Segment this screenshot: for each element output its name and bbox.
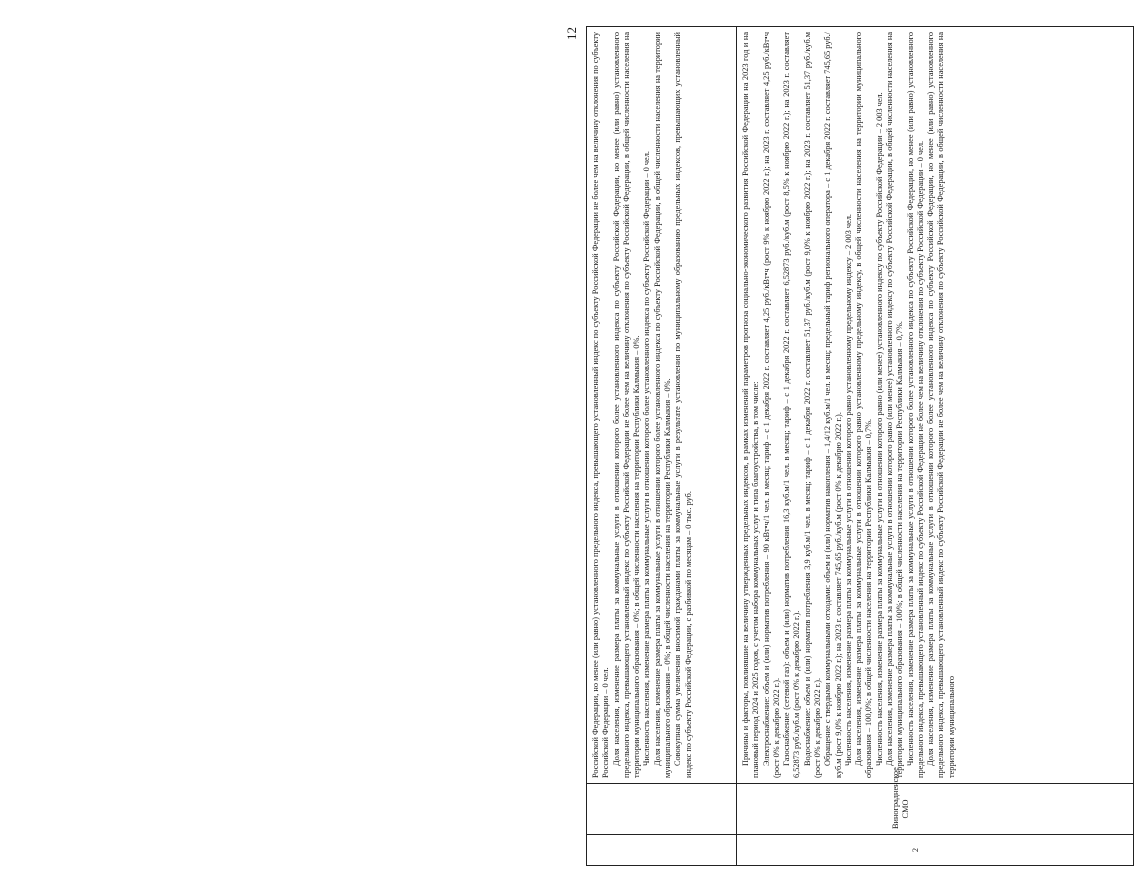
paragraph: Доля населения, изменение размера платы за коммунальные услуги в отношении которого более установленного индекса по субъекту Российской Федерации, но менее (или равно) установленного предельного индекса, превышающего установленный индекс по субъекту Российской Федерации не более чем на величину отклонения по субъекту Российской Федерации, в общей численности населения на территории муниципального	[926, 32, 956, 778]
table-row	[737, 27, 1134, 866]
paragraph: Доля населения, изменение размера платы за коммунальные услуги в отношении которого равно (или менее) установленного индексу по субъекту Российской Федерации, в общей численности населения на территории муниципального образования – 100%; в общей численности населения на территории Республики Калмыкия – 0,7%.	[884, 32, 905, 778]
row-number-cell	[737, 835, 1134, 866]
indices-table	[586, 26, 1134, 866]
description-cell	[737, 27, 1134, 784]
table-row	[587, 27, 737, 866]
paragraph: Численность населения, изменение размера платы за коммунальные услуги в отношении которого более установленного индекса по субъекту Российской Федерации – 0 чел.	[642, 151, 652, 766]
paragraph: Численность населения, изменение размера платы за коммунальные услуги в отношении которого равно (или менее) установленного индексу по субъекту Российской Федерации – 2 003 чел.	[874, 92, 884, 766]
page-number: 12	[564, 27, 579, 40]
paragraph: Обращение с твердыми коммунальными отходами: объем и (или) норматив накопления – 1,4/12 куб.м/1 чел. в месяц; предельный тариф регионального оператора – с 1 декабря 2022 г. составляет 745,65 руб./куб.м (рост 9,0% к ноябрю 2022 г.); на 2023 г. составляет 745,65 руб./куб.м (рост 0% к декабрю 2022 г.).	[823, 32, 843, 778]
paragraph: Водоснабжение: объем и (или) норматив потребления 3,9 куб.м/1 чел. в месяц; тариф – с 1 декабря 2022 г. составляет 51,37 руб./куб.м (рост 9,0% к ноябрю 2022 г.); на 2023 г. составляет 51,37 руб./куб.м (рост 0% к декабрю 2022 г.).	[802, 32, 822, 778]
paragraph: Численность населения, изменение размера платы за коммунальные услуги в отношении которого более установленного индекса по субъекту Российской Федерации, но менее (или равно) установленного предельного индекса, превышающего установленный индекс по субъекту Российской Федерации не более чем на величину отклонения по субъекту Российской Федерации – 0 чел.	[905, 32, 925, 778]
paragraph: Причины и факторы, повлиявшие на величину утвержденных предельных индексов, в рамках изменений параметров прогноза социально-экономического развития Российской Федерации на 2023 год и на плановый период 2024 и 2025 годов, с учетом набора коммунальных услуг и типа благоустройства, в том числе:	[741, 32, 761, 778]
description-cell	[587, 27, 737, 784]
paragraph: Доля населения, изменение размера платы за коммунальные услуги в отношении которого более установленного индекса по субъекту Российской Федерации, в общей численности населения на территории муниципального образования – 0%; в общей численности населения на территории Республики Калмыкия – 0%.	[652, 32, 672, 778]
paragraph: Доля населения, изменение размера платы за коммунальные услуги в отношении которого более установленного индекса по субъекту Российской Федерации, но менее (или равно) установленного предельного индекса, превышающего установленный индекс по субъекту Российской Федерации не более чем на величину отклонения по субъекту Российской Федерации, в общей численности населения на территории муниципального образования – 0%; в общей численности населения на территории Республики Калмыкия – 0%.	[611, 32, 642, 778]
paragraph: Электроснабжение: объем и (или) норматив потребления – 90 кВт•ч/1 чел. в месяц; тариф – с 1 декабря 2022 г. составляет 4,25 руб./кВт•ч (рост 9% к ноябрю 2022 г.); на 2023 г. составляет 4,25 руб./кВт•ч (рост 0% к декабрю 2022 г.).	[761, 32, 781, 778]
paragraph: Доля населения, изменение размера платы за коммунальные услуги в отношении которого равно установленному предельному индексу, в общей численности населения на территории муниципального образования – 100,0%; в общей численности населения на территории Республики Калмыкия – 0,7%.	[854, 32, 874, 778]
paragraph: Российской Федерации, но менее (или равно) установленного предельного индекса, превышающего установленный индекс по субъекту Российской Федерации не более чем на величину отклонения по субъекту Российской Федерации – 0 чел.	[591, 32, 611, 778]
paragraph: Газоснабжение (сетевой газ): объем и (или) норматив потребления 16,3 куб.м/1 чел. в месяц; тариф – с 1 декабря 2022 г. составляет 6,52873 руб./куб.м (рост 8,5% к ноябрю 2022 г.); на 2023 г. составляет 6,52873 руб./куб.м (рост 0% к декабрю 2022 г.).	[782, 32, 802, 778]
paragraph: Совокупная сумма увеличения вносимой гражданами платы за коммунальные услуги в результате установления по муниципальному образованию предельных индексов, превышающих установленный индекс по субъекту Российской Федерации, с разбивкой по месяцам – 0 тыс. руб.	[673, 32, 693, 778]
paragraph: Численность населения, изменение размера платы за коммунальные услуги в отношении которого равно установленному предельному индексу – 2 003 чел.	[843, 214, 853, 766]
municipality-name: Виноградненское СМО	[891, 767, 911, 829]
municipality-name-cell	[587, 784, 737, 835]
municipality-name-cell	[737, 767, 1134, 835]
rotated-content	[586, 26, 1134, 866]
row-number-cell	[587, 835, 737, 866]
row-number: 2	[911, 847, 920, 853]
